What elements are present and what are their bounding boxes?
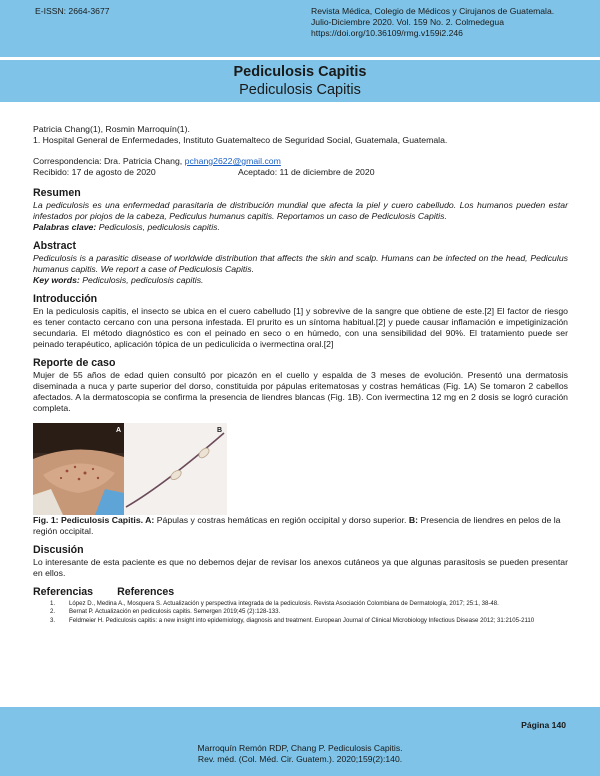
references-heading-en: References [117, 586, 175, 598]
resumen-keywords-label: Palabras clave: [33, 222, 97, 232]
caption-title: Fig. 1: Pediculosis Capitis. A: [33, 515, 155, 525]
resumen-keywords-value: Pediculosis, pediculosis capitis. [98, 222, 220, 232]
reference-item [50, 617, 568, 625]
discusion-heading: Discusión [33, 544, 84, 556]
issn: E-ISSN: 2664-3677 [35, 6, 110, 16]
figure-label-a: A [115, 427, 121, 434]
reference-number: 2. [50, 608, 56, 616]
correspondence [33, 156, 568, 167]
reporte-heading: Reporte de caso [33, 357, 116, 369]
reporte-text: Mujer de 55 años de edad quien consultó por picazón en el cuello y espalda de 3 meses de evolución. Presentó una dermatosis diseminada a nuca y parte superior del dorso, constituida por pápulas eritematosas y costras hemáticas (Fig. 1A) Se tomaron 2 cabellos afectados. A la dermatoscopia se confirma la presencia de liendres blancas (Fig. 1B). Con ivermectina 12 mg en 2 dosis se logró curación completa. [33, 370, 568, 413]
author-affiliation: 1. Hospital General de Enfermedades, Instituto Guatemalteco de Seguridad Social, Guatemala, Guatemala. [33, 135, 448, 145]
resumen-keywords [33, 222, 568, 233]
introduccion-heading: Introducción [33, 293, 98, 305]
journal-issue: Julio-Diciembre 2020. Vol. 159 No. 2. Colmedegua [311, 17, 504, 27]
references-heading [33, 586, 568, 599]
abstract-keywords [33, 275, 568, 286]
reference-text: Bernat P. Actualización en pediculosis capitis. Semergen 2019;45 (2):128-133. [69, 608, 281, 616]
reference-text: López D., Medina A., Mosquera S. Actualización y perspectiva integrada de la pediculosis. Revista Asociación Colombiana de Dermatología, 2017; 25:1, 38-48. [69, 600, 499, 607]
abstract-text: Pediculosis is a parasitic disease of worldwide distribution that affects the skin and scalp. Humans can be infected on the head, Pediculus humanus capitis. We report a case of Pediculosis Capitis. [33, 253, 568, 274]
resumen-text: La pediculosis es una enfermedad parasitaria de distribución mundial que afecta la piel y cuero cabelludo. Los humanos pueden estar infestados por piojos de la cabeza, Pediculus humanus capitis. Reportamos un caso de Pediculosis Capitis. [33, 200, 568, 221]
citation-line-2: Rev. méd. (Col. Méd. Cir. Guatem.). 2020;159(2):140. [197, 754, 403, 764]
caption-b-text: Presencia de liendres en pelos de la región occipital. [33, 515, 561, 536]
reference-text: Feldmeier H. Pediculosis capitis: a new insight into epidemiology, diagnosis and treatment. European Journal of Clinical Microbiology Infectious Disease 2012; 31:2105-2110 [69, 616, 535, 624]
footer-band [0, 707, 600, 776]
photo-neck-lesions [33, 423, 124, 515]
reference-item [50, 600, 568, 608]
caption-b-label: B: [408, 515, 418, 525]
references-heading-es: Referencias [33, 586, 94, 598]
discusion-text: Lo interesante de esta paciente es que no debemos dejar de revisar los anexos cutáneos ya que algunas parasitosis se pueden presentar en ellos. [33, 557, 568, 578]
abstract-keywords-label: Key words: [33, 275, 80, 285]
abstract-heading: Abstract [33, 240, 76, 252]
page-number: Página 140 [521, 720, 566, 730]
journal-doi[interactable]: https://doi.org/10.36109/rmg.v159i2.246 [311, 28, 463, 38]
header-band [0, 0, 600, 57]
references-list [50, 600, 568, 625]
resumen-heading: Resumen [33, 187, 81, 199]
article-body [33, 124, 568, 625]
received-date: Recibido: 17 de agosto de 2020 [33, 167, 156, 177]
photo-hair-nits [124, 423, 227, 515]
figure-1 [33, 423, 568, 515]
correspondence-prefix: Correspondencia: Dra. Patricia Chang, [33, 156, 183, 166]
caption-a-text: Pápulas y costras hemáticas en región occipital y dorso superior. [156, 515, 407, 525]
journal-name: Revista Médica, Colegio de Médicos y Cirujanos de Guatemala. [311, 6, 555, 16]
citation [0, 743, 600, 765]
accepted-date: Aceptado: 11 de diciembre de 2020 [238, 167, 375, 177]
author-names: Patricia Chang(1), Rosmin Marroquín(1). [33, 124, 190, 134]
abstract-keywords-value: Pediculosis, pediculosis capitis. [82, 275, 204, 285]
reference-number: 3. [50, 616, 56, 624]
reference-number: 1. [50, 600, 56, 607]
reference-item [50, 608, 568, 616]
figure-label-b: B [216, 427, 222, 434]
introduccion-text: En la pediculosis capitis, el insecto se ubica en el cuero cabelludo [1] y sobrevive de la sangre que obtiene de este.[2] El factor de riesgo es tener contacto cercano con una persona infestada. El prurito es un síntoma habitual.[2] y puede causar inflamación e impetiginización secundaria. El método diagnóstico es con el peinado en seco o en húmedo, con una sensibilidad del 90%. El tratamiento puede ser peinado terapéutico, aplicación tópica de un pediculicida o ivermectina oral.[2] [33, 306, 568, 349]
journal-info [311, 6, 581, 39]
title-band [0, 60, 600, 102]
citation-line-1: Marroquín Remón RDP, Chang P. Pediculosis Capitis. [197, 743, 403, 753]
article-title-english: Pediculosis Capitis [239, 82, 361, 98]
dates [33, 167, 568, 178]
article-title: Pediculosis Capitis [233, 64, 367, 80]
figure-caption [33, 515, 568, 537]
email-link[interactable]: pchang2622@gmail.com [184, 156, 281, 166]
